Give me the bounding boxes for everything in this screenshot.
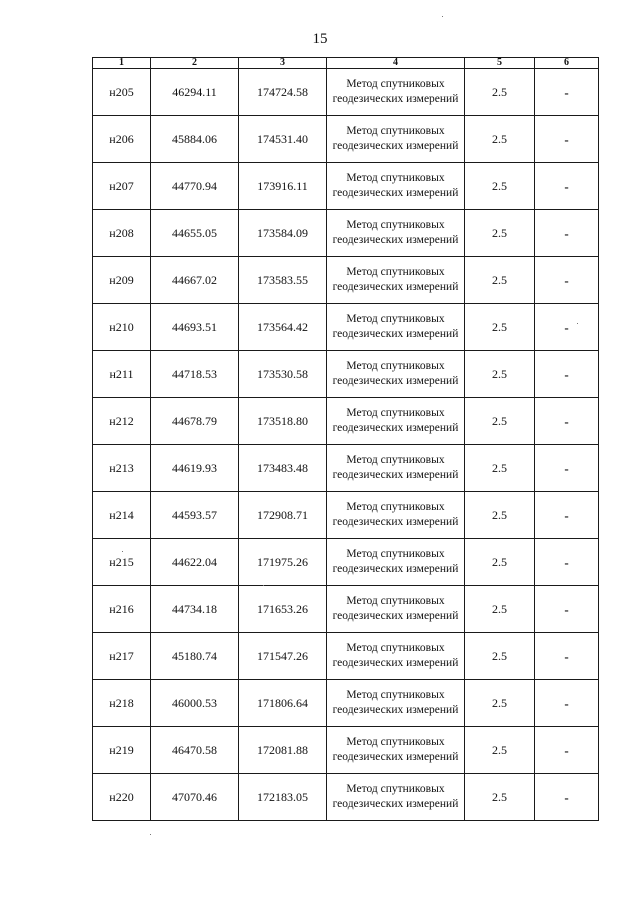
cell-method: Метод спутниковых геодезических измерений [327, 727, 465, 774]
cell-x: 44593.57 [151, 492, 239, 539]
cell-method: Метод спутниковых геодезических измерений [327, 445, 465, 492]
cell-y: 173564.42 [239, 304, 327, 351]
cell-y: 173583.55 [239, 257, 327, 304]
coordinates-table [92, 57, 599, 821]
cell-method: Метод спутниковых геодезических измерений [327, 492, 465, 539]
cell-accuracy: 2.5 [465, 210, 535, 257]
cell-x: 46470.58 [151, 727, 239, 774]
cell-accuracy: 2.5 [465, 774, 535, 821]
cell-y: 174724.58 [239, 69, 327, 116]
cell-accuracy: 2.5 [465, 163, 535, 210]
cell-y: 171653.26 [239, 586, 327, 633]
cell-note: - [535, 163, 599, 210]
cell-x: 44693.51 [151, 304, 239, 351]
cell-method: Метод спутниковых геодезических измерений [327, 210, 465, 257]
table-row [93, 633, 599, 680]
cell-note: - [535, 586, 599, 633]
cell-note: - [535, 727, 599, 774]
cell-y: 172081.88 [239, 727, 327, 774]
header-row [93, 58, 599, 69]
cell-accuracy: 2.5 [465, 680, 535, 727]
table-row [93, 210, 599, 257]
cell-y: 173530.58 [239, 351, 327, 398]
cell-note: - [535, 304, 599, 351]
cell-point: н220 [93, 774, 151, 821]
header-col-3: 3 [239, 58, 327, 69]
table-row [93, 116, 599, 163]
cell-method: Метод спутниковых геодезических измерений [327, 398, 465, 445]
cell-accuracy: 2.5 [465, 586, 535, 633]
table-row [93, 680, 599, 727]
cell-x: 46294.11 [151, 69, 239, 116]
table-row [93, 586, 599, 633]
cell-accuracy: 2.5 [465, 727, 535, 774]
cell-y: 174531.40 [239, 116, 327, 163]
header-col-1: 1 [93, 58, 151, 69]
cell-accuracy: 2.5 [465, 257, 535, 304]
cell-point: н209 [93, 257, 151, 304]
cell-note: - [535, 633, 599, 680]
cell-x: 44667.02 [151, 257, 239, 304]
cell-point: н215 [93, 539, 151, 586]
cell-note: - [535, 210, 599, 257]
cell-y: 172183.05 [239, 774, 327, 821]
cell-x: 47070.46 [151, 774, 239, 821]
table-row [93, 445, 599, 492]
cell-x: 44770.94 [151, 163, 239, 210]
cell-method: Метод спутниковых геодезических измерений [327, 633, 465, 680]
cell-method: Метод спутниковых геодезических измерений [327, 351, 465, 398]
cell-accuracy: 2.5 [465, 633, 535, 680]
table-row [93, 257, 599, 304]
cell-method: Метод спутниковых геодезических измерений [327, 116, 465, 163]
table-row [93, 351, 599, 398]
cell-method: Метод спутниковых геодезических измерений [327, 586, 465, 633]
table-row [93, 727, 599, 774]
cell-y: 173483.48 [239, 445, 327, 492]
cell-note: - [535, 445, 599, 492]
cell-method: Метод спутниковых геодезических измерений [327, 257, 465, 304]
cell-note: - [535, 116, 599, 163]
cell-point: н208 [93, 210, 151, 257]
cell-x: 44718.53 [151, 351, 239, 398]
cell-point: н207 [93, 163, 151, 210]
table-row [93, 539, 599, 586]
cell-x: 44622.04 [151, 539, 239, 586]
cell-method: Метод спутниковых геодезических измерений [327, 163, 465, 210]
scan-speck [263, 585, 264, 586]
cell-note: - [535, 774, 599, 821]
cell-accuracy: 2.5 [465, 398, 535, 445]
cell-x: 44655.05 [151, 210, 239, 257]
cell-x: 45180.74 [151, 633, 239, 680]
table-row [93, 492, 599, 539]
cell-y: 171975.26 [239, 539, 327, 586]
cell-point: н211 [93, 351, 151, 398]
table-body [93, 69, 599, 821]
cell-accuracy: 2.5 [465, 304, 535, 351]
cell-point: н217 [93, 633, 151, 680]
table-row [93, 398, 599, 445]
scan-speck [150, 834, 151, 835]
cell-method: Метод спутниковых геодезических измерений [327, 539, 465, 586]
scan-speck [577, 323, 578, 324]
cell-method: Метод спутниковых геодезических измерений [327, 69, 465, 116]
cell-y: 173916.11 [239, 163, 327, 210]
cell-note: - [535, 257, 599, 304]
table-row [93, 774, 599, 821]
header-col-2: 2 [151, 58, 239, 69]
cell-point: н214 [93, 492, 151, 539]
cell-y: 173584.09 [239, 210, 327, 257]
header-col-4: 4 [327, 58, 465, 69]
cell-accuracy: 2.5 [465, 69, 535, 116]
cell-accuracy: 2.5 [465, 351, 535, 398]
cell-y: 173518.80 [239, 398, 327, 445]
cell-y: 172908.71 [239, 492, 327, 539]
cell-x: 45884.06 [151, 116, 239, 163]
cell-point: н210 [93, 304, 151, 351]
cell-x: 44678.79 [151, 398, 239, 445]
cell-point: н216 [93, 586, 151, 633]
scan-speck [442, 16, 443, 17]
cell-note: - [535, 680, 599, 727]
cell-x: 44619.93 [151, 445, 239, 492]
table-row [93, 304, 599, 351]
cell-note: - [535, 351, 599, 398]
cell-y: 171806.64 [239, 680, 327, 727]
cell-x: 46000.53 [151, 680, 239, 727]
cell-method: Метод спутниковых геодезических измерений [327, 774, 465, 821]
table-row [93, 69, 599, 116]
cell-point: н213 [93, 445, 151, 492]
cell-note: - [535, 69, 599, 116]
cell-note: - [535, 492, 599, 539]
page-number: 15 [312, 31, 328, 47]
cell-point: н212 [93, 398, 151, 445]
table-row [93, 163, 599, 210]
cell-accuracy: 2.5 [465, 492, 535, 539]
cell-method: Метод спутниковых геодезических измерений [327, 304, 465, 351]
cell-method: Метод спутниковых геодезических измерений [327, 680, 465, 727]
cell-accuracy: 2.5 [465, 445, 535, 492]
cell-point: н219 [93, 727, 151, 774]
header-col-6: 6 [535, 58, 599, 69]
cell-point: н218 [93, 680, 151, 727]
cell-y: 171547.26 [239, 633, 327, 680]
cell-x: 44734.18 [151, 586, 239, 633]
scan-speck [122, 551, 123, 552]
cell-point: н206 [93, 116, 151, 163]
cell-accuracy: 2.5 [465, 539, 535, 586]
header-col-5: 5 [465, 58, 535, 69]
cell-note: - [535, 398, 599, 445]
cell-note: - [535, 539, 599, 586]
cell-accuracy: 2.5 [465, 116, 535, 163]
cell-point: н205 [93, 69, 151, 116]
